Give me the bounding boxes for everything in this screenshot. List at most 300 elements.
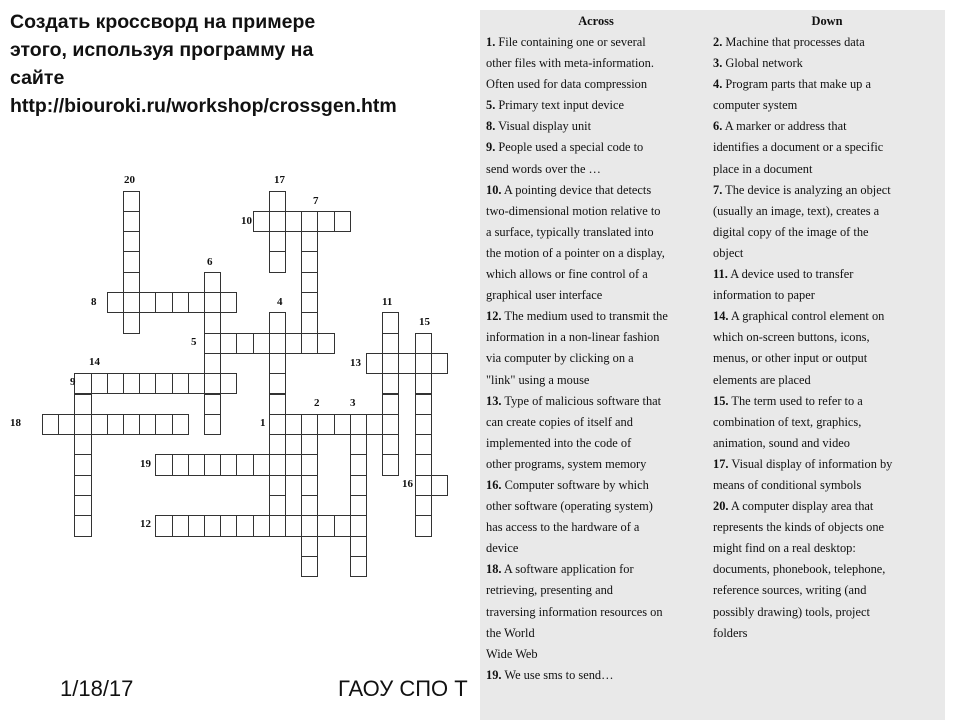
crossword-cell[interactable] <box>74 454 91 475</box>
crossword-cell[interactable] <box>236 333 253 354</box>
crossword-cell[interactable] <box>220 373 237 394</box>
crossword-cell[interactable] <box>415 454 432 475</box>
clue-text: digital copy of the image of the <box>713 224 869 239</box>
clue-text: elements are placed <box>713 372 811 387</box>
crossword-cell[interactable] <box>301 312 318 333</box>
crossword-cell[interactable] <box>253 211 270 232</box>
crossword-cell[interactable] <box>253 454 270 475</box>
crossword-cell[interactable] <box>301 434 318 455</box>
clue-text: Program parts that make up a <box>722 77 871 92</box>
crossword-cell[interactable] <box>123 292 140 313</box>
crossword-cell[interactable] <box>107 373 124 394</box>
crossword-cell[interactable] <box>220 454 237 475</box>
clue-number-label: 4 <box>277 296 283 308</box>
crossword-cell[interactable] <box>123 414 140 435</box>
clue-line <box>713 559 941 580</box>
clue-line <box>486 391 706 412</box>
crossword-cell[interactable] <box>204 373 221 394</box>
crossword-cell[interactable] <box>350 475 367 496</box>
clue-number: 10. <box>486 182 502 197</box>
clue-text: folders <box>713 625 748 640</box>
clue-line <box>713 95 941 116</box>
crossword-cell[interactable] <box>415 495 432 516</box>
title-line: Создать кроссворд на примере <box>10 11 316 33</box>
clue-line <box>713 623 941 644</box>
clue-line <box>486 53 706 74</box>
clue-line <box>713 580 941 601</box>
clue-text: reference sources, writing (and <box>713 583 867 598</box>
clue-text: File containing one or several <box>495 35 646 49</box>
title-line: этого, используя программу на <box>10 39 314 61</box>
crossword-cell[interactable] <box>334 515 351 536</box>
crossword-cell[interactable] <box>301 211 318 232</box>
crossword-cell[interactable] <box>382 454 399 475</box>
crossword-cell[interactable] <box>107 292 124 313</box>
clue-line <box>713 285 941 306</box>
crossword-cell[interactable] <box>301 454 318 475</box>
crossword-cell[interactable] <box>350 495 367 516</box>
crossword-cell[interactable] <box>350 536 367 557</box>
clue-line <box>713 306 941 327</box>
clue-line <box>486 496 706 517</box>
crossword-cell[interactable] <box>269 515 286 536</box>
clue-text: represents the kinds of objects one <box>713 520 885 535</box>
clue-text: a surface, typically translated into <box>486 224 654 239</box>
clue-number: 7. <box>713 182 723 197</box>
clue-number-label: 5 <box>191 336 197 348</box>
crossword-cell[interactable] <box>123 373 140 394</box>
crossword-cell[interactable] <box>236 454 253 475</box>
clue-text: other software (operating system) <box>486 499 653 514</box>
crossword-cell[interactable] <box>91 414 108 435</box>
clue-text: animation, sound and video <box>713 435 850 450</box>
crossword-cell[interactable] <box>285 211 302 232</box>
clue-text: Global network <box>722 56 803 71</box>
clue-text: send words over the … <box>486 161 601 176</box>
clue-number: 18. <box>486 562 502 577</box>
clue-number-label: 16 <box>402 478 413 490</box>
crossword-cell[interactable] <box>285 333 302 354</box>
crossword-cell[interactable] <box>123 251 140 272</box>
clue-text: implemented into the code of <box>486 435 632 450</box>
clue-text: The device is analyzing an object <box>722 182 891 197</box>
clue-text: A pointing device that detects <box>501 182 652 197</box>
clue-line <box>713 327 941 348</box>
clue-line <box>486 602 706 623</box>
clue-text: The term used to refer to a <box>728 393 863 408</box>
clue-text: A software application for <box>501 562 634 577</box>
clue-text: combination of text, graphics, <box>713 414 862 429</box>
clue-text: "link" using a mouse <box>486 372 590 387</box>
across-header: Across <box>578 14 614 28</box>
clue-text: documents, phonebook, telephone, <box>713 562 886 577</box>
clue-number: 11. <box>713 267 728 282</box>
crossword-cell[interactable] <box>415 414 432 435</box>
clue-number-label: 13 <box>350 357 361 369</box>
clue-line <box>713 116 941 137</box>
clue-text: Primary text input device <box>495 98 624 113</box>
crossword-cell[interactable] <box>382 373 399 394</box>
crossword-cell[interactable] <box>301 515 318 536</box>
clue-text: other files with meta-information. <box>486 56 654 71</box>
clue-text: retrieving, presenting and <box>486 583 613 598</box>
clue-number: 1. <box>486 35 496 49</box>
crossword-cell[interactable] <box>415 394 432 415</box>
clue-line <box>713 454 941 475</box>
crossword-cell[interactable] <box>301 414 318 435</box>
clue-number: 14. <box>713 309 729 324</box>
clue-number: 2. <box>713 35 723 49</box>
crossword-cell[interactable] <box>74 414 91 435</box>
clue-text: can create copies of itself and <box>486 414 633 429</box>
clue-line <box>486 327 706 348</box>
clue-number-label: 20 <box>124 174 135 186</box>
clue-line <box>713 74 941 95</box>
clue-number-label: 12 <box>140 518 151 530</box>
crossword-cell[interactable] <box>74 434 91 455</box>
clue-line <box>486 580 706 601</box>
clue-line <box>713 243 941 264</box>
clue-text: means of conditional symbols <box>713 477 862 492</box>
clue-line <box>486 517 706 538</box>
clue-number: 16. <box>486 477 502 492</box>
crossword-cell[interactable] <box>74 495 91 516</box>
clue-number-label: 15 <box>419 316 430 328</box>
crossword-cell[interactable] <box>382 333 399 354</box>
crossword-cell[interactable] <box>91 373 108 394</box>
clue-line <box>713 180 941 201</box>
clue-text: Wide Web <box>486 646 538 661</box>
clue-line <box>486 285 706 306</box>
clues-panel <box>480 10 945 720</box>
clue-line <box>713 348 941 369</box>
crossword-cell[interactable] <box>204 394 221 415</box>
clue-text: Type of malicious software that <box>501 393 662 408</box>
crossword-cell[interactable] <box>269 373 286 394</box>
clue-text: the World <box>486 625 535 640</box>
clue-number: 8. <box>486 119 496 134</box>
crossword-cell[interactable] <box>269 231 286 252</box>
clue-text: other programs, system memory <box>486 456 647 471</box>
clue-text: Visual display unit <box>495 119 592 134</box>
crossword-cell[interactable] <box>204 515 221 536</box>
clue-text: device <box>486 541 519 556</box>
crossword-cell[interactable] <box>253 515 270 536</box>
clue-number: 20. <box>713 499 729 514</box>
crossword-cell[interactable] <box>269 251 286 272</box>
clue-line <box>713 137 941 158</box>
crossword-cell[interactable] <box>269 495 286 516</box>
clue-text: might find on a real desktop: <box>713 541 856 556</box>
footer-organization: ГАОУ СПО Т <box>338 676 468 701</box>
crossword-cell[interactable] <box>220 333 237 354</box>
clue-text: Often used for data compression <box>486 77 648 92</box>
clue-line <box>713 391 941 412</box>
crossword-cell[interactable] <box>415 515 432 536</box>
clue-line <box>486 306 706 327</box>
clue-number-label: 3 <box>350 397 356 409</box>
crossword-cell[interactable] <box>236 515 253 536</box>
clue-text: menus, or other input or output <box>713 351 868 366</box>
clue-text: traversing information resources on <box>486 604 663 619</box>
crossword-cell[interactable] <box>172 454 189 475</box>
clue-line <box>486 665 706 686</box>
footer-date: 1/18/17 <box>60 676 134 701</box>
clue-line <box>486 475 706 496</box>
crossword-cell[interactable] <box>74 475 91 496</box>
clue-text: object <box>713 245 744 260</box>
clue-number-label: 1 <box>260 417 266 429</box>
clue-line <box>713 201 941 222</box>
crossword-cell[interactable] <box>415 353 432 374</box>
clue-number-label: 10 <box>241 215 252 227</box>
clue-number: 9. <box>486 140 496 155</box>
down-header: Down <box>811 14 843 28</box>
crossword-cell[interactable] <box>123 211 140 232</box>
clue-line <box>713 433 941 454</box>
clue-text: A marker or address that <box>722 119 847 134</box>
clue-line <box>713 538 941 559</box>
crossword-cell[interactable] <box>269 414 286 435</box>
crossword-cell[interactable] <box>155 515 172 536</box>
crossword-cell[interactable] <box>188 515 205 536</box>
clue-text: which allows or fine control of a <box>486 267 648 282</box>
title-url[interactable]: http://biouroki.ru/workshop/crossgen.htm <box>10 95 397 117</box>
clue-line <box>713 32 941 53</box>
clue-line <box>486 180 706 201</box>
clue-line <box>486 222 706 243</box>
crossword-cell[interactable] <box>301 536 318 557</box>
clue-number-label: 6 <box>207 256 213 268</box>
clue-line <box>486 538 706 559</box>
crossword-cell[interactable] <box>139 292 156 313</box>
clue-line <box>713 53 941 74</box>
clue-line <box>486 95 706 116</box>
clue-text: graphical user interface <box>486 288 603 303</box>
clue-number: 3. <box>713 56 723 71</box>
crossword-cell[interactable] <box>172 373 189 394</box>
crossword-cell[interactable] <box>139 373 156 394</box>
crossword-cell[interactable] <box>123 191 140 212</box>
clue-line <box>486 201 706 222</box>
clue-line <box>486 644 706 665</box>
crossword-cell[interactable] <box>220 292 237 313</box>
clue-text: A device used to transfer <box>727 267 854 282</box>
clue-line <box>486 370 706 391</box>
crossword-cell[interactable] <box>172 414 189 435</box>
crossword-cell[interactable] <box>415 434 432 455</box>
clue-line <box>713 264 941 285</box>
crossword-cell[interactable] <box>74 515 91 536</box>
clue-text: which on-screen buttons, icons, <box>713 330 870 345</box>
crossword-cell[interactable] <box>253 333 270 354</box>
crossword-cell[interactable] <box>155 414 172 435</box>
crossword-cell[interactable] <box>350 515 367 536</box>
clue-line <box>486 559 706 580</box>
crossword-cell[interactable] <box>269 333 286 354</box>
crossword-cell[interactable] <box>301 495 318 516</box>
clue-number-label: 18 <box>10 417 21 429</box>
crossword-cell[interactable] <box>172 292 189 313</box>
crossword-cell[interactable] <box>366 414 383 435</box>
crossword-cell[interactable] <box>204 272 221 293</box>
clue-text: information to paper <box>713 288 815 303</box>
crossword-cell[interactable] <box>204 312 221 333</box>
clue-line <box>486 412 706 433</box>
crossword-cell[interactable] <box>155 454 172 475</box>
crossword-cell[interactable] <box>301 292 318 313</box>
crossword-cell[interactable] <box>301 272 318 293</box>
crossword-cell[interactable] <box>350 556 367 577</box>
clue-text: information in a non-linear fashion <box>486 330 660 345</box>
crossword-cell[interactable] <box>382 394 399 415</box>
crossword-cell[interactable] <box>350 454 367 475</box>
clue-number-label: 7 <box>313 195 319 207</box>
clue-text: two-dimensional motion relative to <box>486 203 661 218</box>
crossword-cell[interactable] <box>269 312 286 333</box>
clue-text: via computer by clicking on a <box>486 351 634 366</box>
clue-number-label: 2 <box>314 397 320 409</box>
crossword-cell[interactable] <box>188 292 205 313</box>
crossword-cell[interactable] <box>204 333 221 354</box>
crossword-cell[interactable] <box>42 414 59 435</box>
clue-text: A computer display area that <box>728 499 874 514</box>
crossword-cell[interactable] <box>269 454 286 475</box>
clue-number: 6. <box>713 119 723 134</box>
crossword-cell[interactable] <box>415 373 432 394</box>
crossword-cell[interactable] <box>382 312 399 333</box>
crossword-cell[interactable] <box>269 191 286 212</box>
crossword-cell[interactable] <box>431 475 448 496</box>
clue-line <box>486 243 706 264</box>
clue-text: the motion of a pointer on a display, <box>486 245 665 260</box>
clue-number-label: 8 <box>91 296 97 308</box>
crossword-grid <box>0 0 480 600</box>
clue-line <box>486 454 706 475</box>
crossword-cell[interactable] <box>123 231 140 252</box>
clue-line <box>486 137 706 158</box>
crossword-cell[interactable] <box>317 515 334 536</box>
crossword-cell[interactable] <box>74 373 91 394</box>
clue-line <box>486 264 706 285</box>
clue-number-label: 14 <box>89 356 100 368</box>
down-column <box>713 10 941 644</box>
crossword-cell[interactable] <box>366 353 383 374</box>
crossword-cell[interactable] <box>285 454 302 475</box>
clue-number-label: 17 <box>274 174 285 186</box>
crossword-cell[interactable] <box>269 475 286 496</box>
crossword-cell[interactable] <box>317 414 334 435</box>
clue-line <box>713 222 941 243</box>
crossword-cell[interactable] <box>285 414 302 435</box>
clue-text: computer system <box>713 98 798 113</box>
crossword-cell[interactable] <box>317 333 334 354</box>
crossword-cell[interactable] <box>188 454 205 475</box>
crossword-cell[interactable] <box>382 434 399 455</box>
crossword-cell[interactable] <box>350 434 367 455</box>
clue-line <box>486 74 706 95</box>
clue-line <box>486 623 706 644</box>
crossword-cell[interactable] <box>204 353 221 374</box>
clue-text: We use sms to send… <box>501 667 614 682</box>
crossword-cell[interactable] <box>301 333 318 354</box>
crossword-cell[interactable] <box>155 292 172 313</box>
crossword-cell[interactable] <box>74 394 91 415</box>
clue-number: 19. <box>486 667 502 682</box>
clue-number: 17. <box>713 456 729 471</box>
clue-line <box>713 602 941 623</box>
clue-text: A graphical control element on <box>728 309 885 324</box>
crossword-cell[interactable] <box>269 353 286 374</box>
clue-text: Machine that processes data <box>722 35 865 49</box>
crossword-cell[interactable] <box>285 515 302 536</box>
clue-number: 15. <box>713 393 729 408</box>
crossword-cell[interactable] <box>398 353 415 374</box>
clue-number: 4. <box>713 77 723 92</box>
clue-text: has access to the hardware of a <box>486 520 640 535</box>
across-column <box>486 10 706 686</box>
crossword-cell[interactable] <box>139 414 156 435</box>
crossword-cell[interactable] <box>123 312 140 333</box>
crossword-cell[interactable] <box>301 556 318 577</box>
crossword-cell[interactable] <box>269 434 286 455</box>
crossword-cell[interactable] <box>382 414 399 435</box>
crossword-cell[interactable] <box>269 211 286 232</box>
clue-line <box>713 475 941 496</box>
crossword-cell[interactable] <box>107 414 124 435</box>
crossword-cell[interactable] <box>334 414 351 435</box>
crossword-cell[interactable] <box>431 353 448 374</box>
crossword-cell[interactable] <box>415 475 432 496</box>
crossword-cell[interactable] <box>204 454 221 475</box>
crossword-cell[interactable] <box>301 475 318 496</box>
crossword-cell[interactable] <box>301 251 318 272</box>
crossword-cell[interactable] <box>58 414 75 435</box>
crossword-cell[interactable] <box>301 231 318 252</box>
crossword-cell[interactable] <box>317 211 334 232</box>
crossword-cell[interactable] <box>204 292 221 313</box>
crossword-cell[interactable] <box>269 394 286 415</box>
crossword-cell[interactable] <box>350 414 367 435</box>
clue-line <box>486 32 706 53</box>
clue-line <box>713 412 941 433</box>
clue-line <box>486 116 706 137</box>
crossword-cell[interactable] <box>155 373 172 394</box>
clue-number-label: 9 <box>70 376 76 388</box>
crossword-cell[interactable] <box>172 515 189 536</box>
crossword-cell[interactable] <box>188 373 205 394</box>
clue-number: 5. <box>486 98 496 113</box>
clue-text: Computer software by which <box>501 477 649 492</box>
clue-number-label: 11 <box>382 296 393 308</box>
clue-line <box>713 370 941 391</box>
clue-number: 12. <box>486 309 502 324</box>
crossword-cell[interactable] <box>204 414 221 435</box>
clue-line <box>486 159 706 180</box>
title-line: сайте <box>10 67 65 89</box>
clue-line <box>486 348 706 369</box>
crossword-cell[interactable] <box>415 333 432 354</box>
crossword-cell[interactable] <box>334 211 351 232</box>
crossword-cell[interactable] <box>123 272 140 293</box>
crossword-cell[interactable] <box>220 515 237 536</box>
clue-line <box>713 517 941 538</box>
clue-text: identifies a document or a specific <box>713 140 884 155</box>
crossword-cell[interactable] <box>382 353 399 374</box>
clue-text: possibly drawing) tools, project <box>713 604 870 619</box>
clue-text: (usually an image, text), creates a <box>713 203 880 218</box>
clue-number: 13. <box>486 393 502 408</box>
